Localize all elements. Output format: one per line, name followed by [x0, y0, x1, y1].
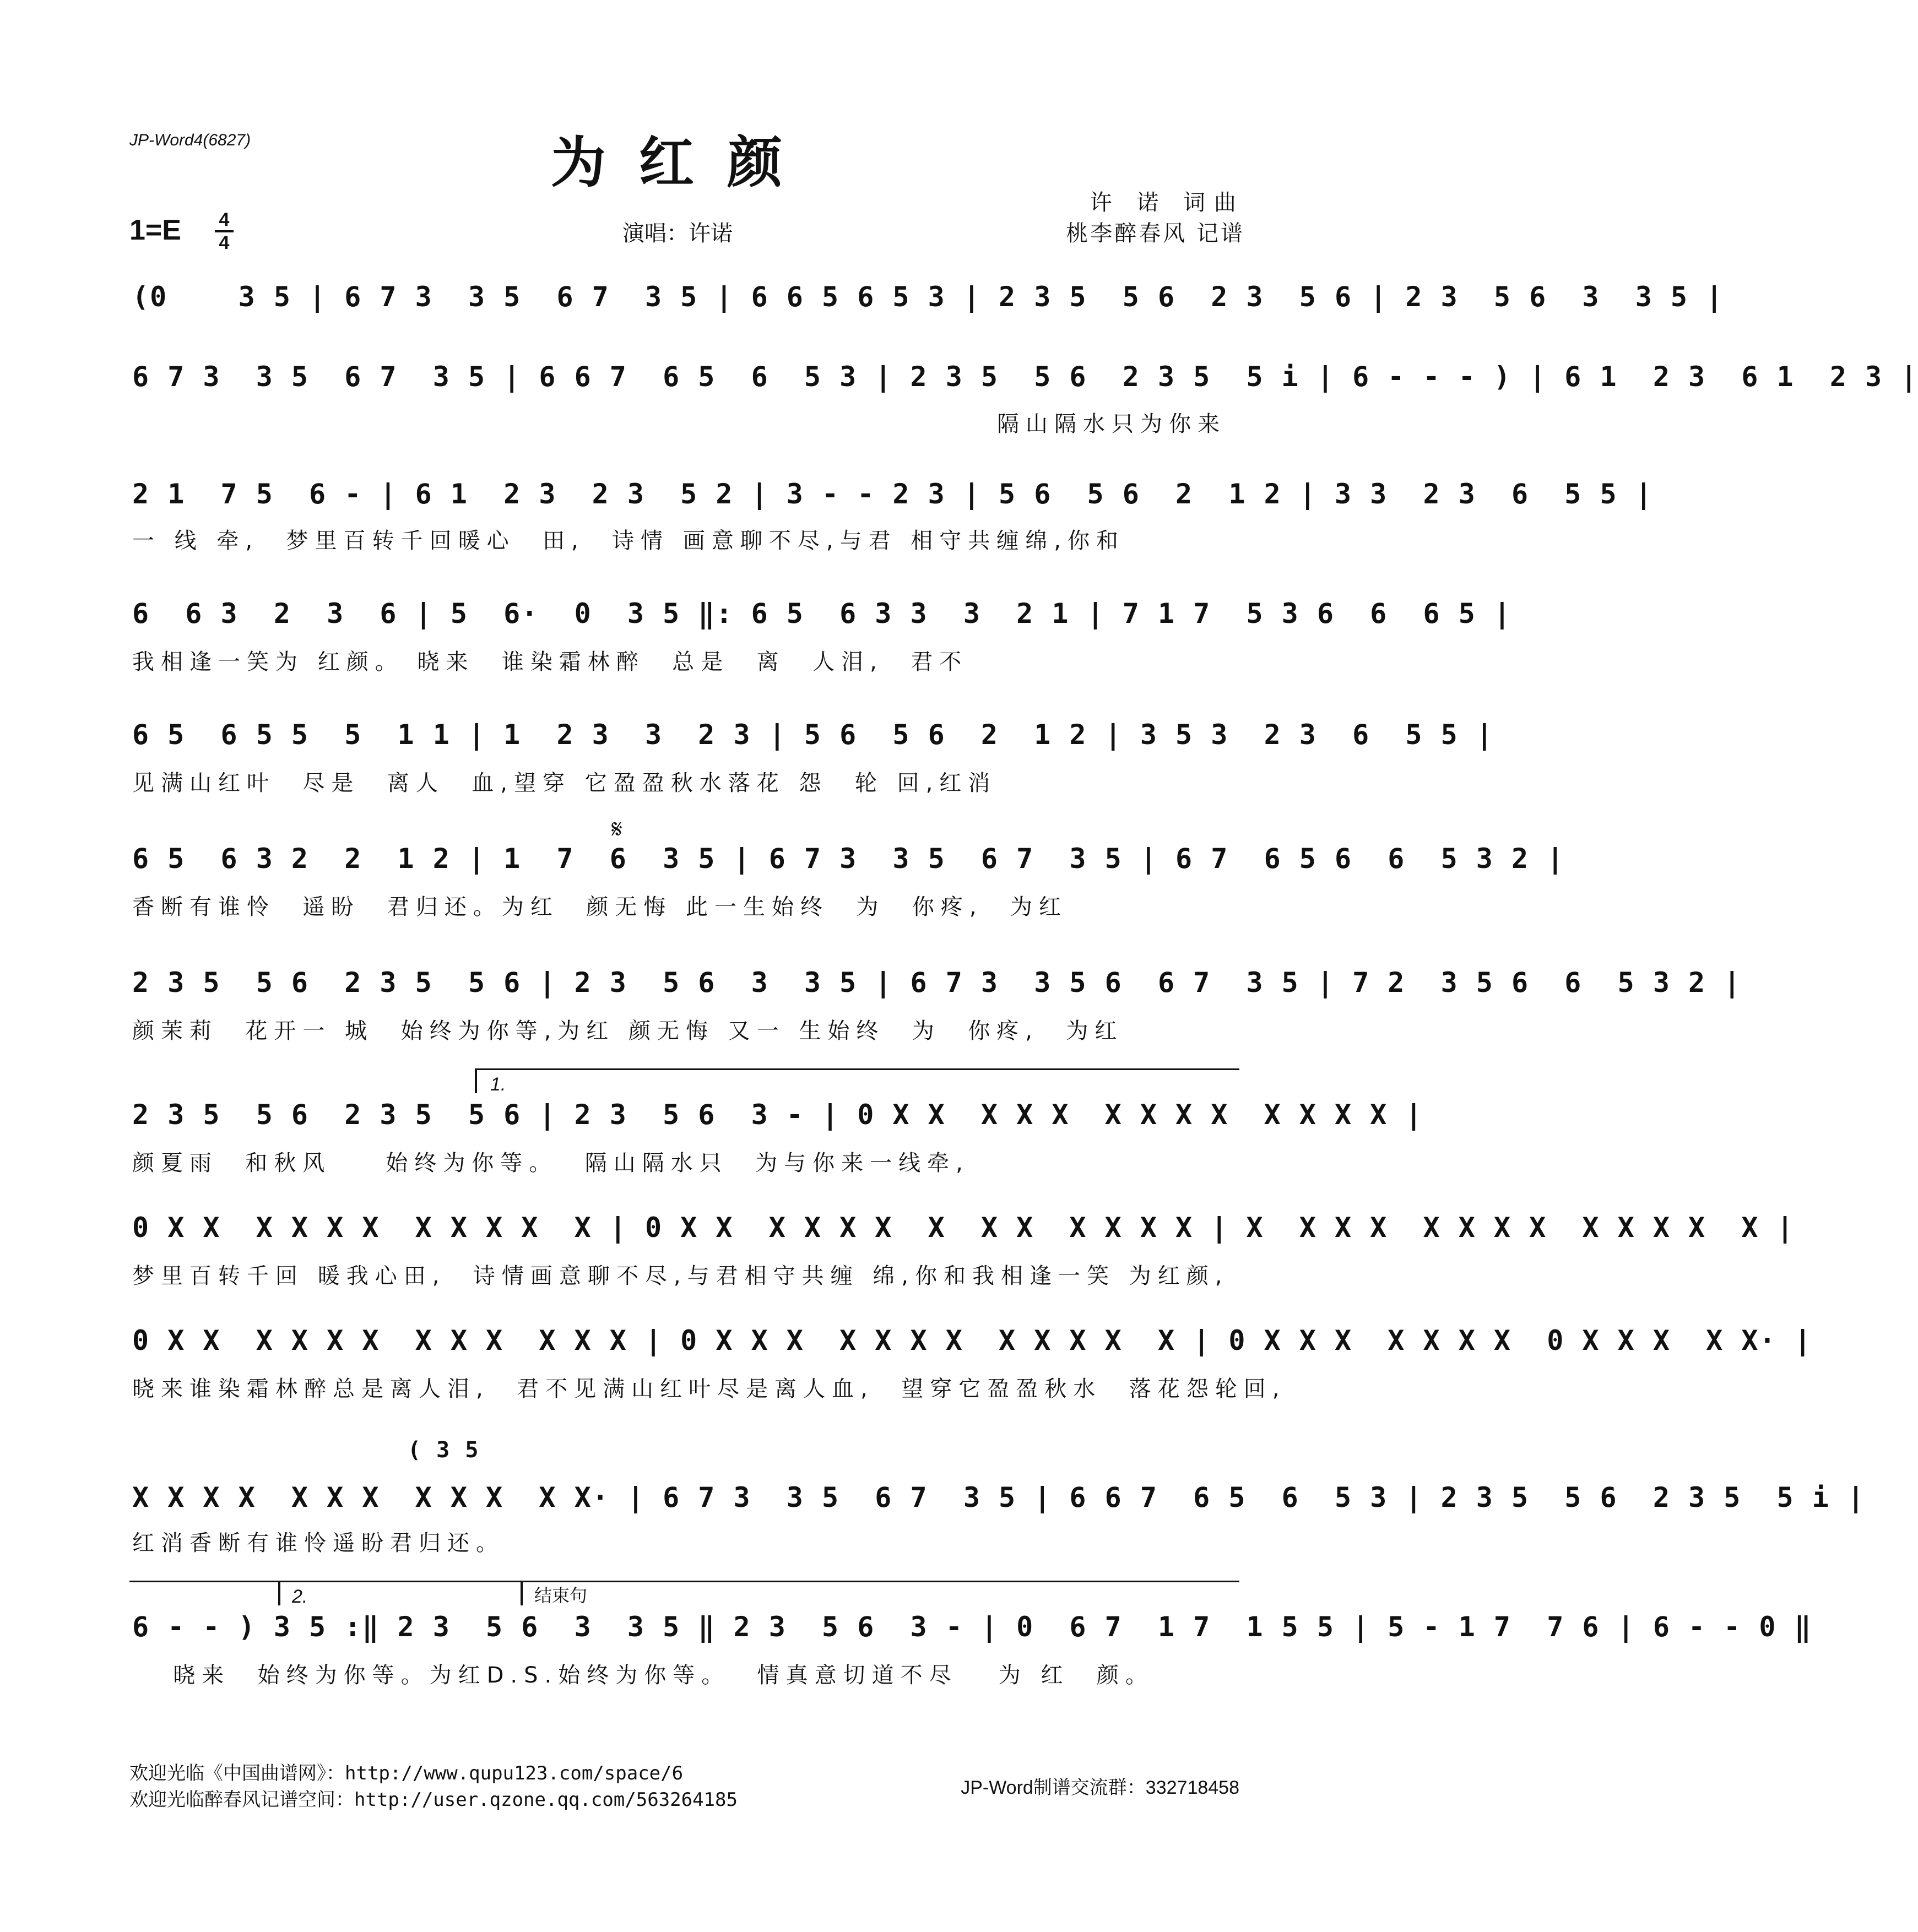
composer-credit: 许 诺 词曲 — [1090, 190, 1245, 215]
footer-link-qzone[interactable]: 欢迎光临醉春风记谱空间：http://user.qzone.qq.com/563264185 — [129, 1789, 738, 1811]
lyrics-row-5: 见满山红叶 尽是 离人 血,望穿 它盈盈秋水落花 怨 轮 回,红消 — [132, 770, 997, 796]
music-row-11: X X X X X X X X X X X X· | 6 7 3 3 5 6 7 3 5 | 6 6 7 6 5 6 5 3 | 2 3 5 5 6 2 3 5 5 i | — [132, 1481, 1866, 1513]
segno-sign: 𝄋 — [611, 814, 622, 844]
music-row-8: 2 3 5 5 6 2 3 5 5 6 | 2 3 5 6 3 - | 0 X X X X X X X X X X X X X | — [132, 1099, 1423, 1131]
music-row-4: 6 6 3 2 3 6 | 5 6· 0 3 5 ‖: 6 5 6 3 3 3 2 1 | 7 1 7 5 3 6 6 6 5 | — [132, 598, 1511, 629]
software-version: JP-Word4(6827) — [129, 131, 251, 149]
lyrics-row-11: 红消香断有谁怜遥盼君归还。 — [132, 1531, 505, 1556]
coda-label: 结束句 — [534, 1585, 588, 1606]
time-signature — [215, 210, 234, 252]
volta-2-label: 2. — [292, 1586, 308, 1607]
footer-group: JP-Word制谱交流群：332718458 — [961, 1777, 1239, 1798]
music-row-6: 6 5 6 3 2 2 1 2 | 1 7 6 3 5 | 6 7 3 3 5 6 7 3 5 | 6 7 6 5 6 6 5 3 2 | — [132, 843, 1565, 875]
music-row-9: 0 X X X X X X X X X X X | 0 X X X X X X X X X X X X X | X X X X X X X X X X X X X | — [132, 1212, 1795, 1244]
meter-bottom: 4 — [219, 232, 230, 253]
lyrics-row-4: 我相逢一笑为 红颜。 晓来 谁染霜林醉 总是 离 人泪, 君不 — [132, 649, 968, 675]
lyrics-row-7: 颜茉莉 花开一 城 始终为你等,为红 颜无悔 又一 生始终 为 你疼, 为红 — [132, 1018, 1124, 1044]
music-row-1: (0 3 5 | 6 7 3 3 5 6 7 3 5 | 6 6 5 6 5 3 | 2 3 5 5 6 2 3 5 6 | 2 3 5 6 3 3 5 | — [132, 281, 1724, 313]
meter-top: 4 — [219, 209, 230, 230]
music-row-10: 0 X X X X X X X X X X X X | 0 X X X X X X X X X X X X | 0 X X X X X X X 0 X X X X X· | — [132, 1325, 1812, 1356]
singer-credit: 演唱：许诺 — [622, 221, 733, 246]
music-row-3: 2 1 7 5 6 - | 6 1 2 3 2 3 5 2 | 3 - - 2 3 | 5 6 5 6 2 1 2 | 3 3 2 3 6 5 5 | — [132, 478, 1653, 510]
pickup-notes: ( 3 5 — [408, 1437, 480, 1463]
song-title: 为红颜 — [551, 130, 815, 195]
lyrics-row-9: 梦里百转千回 暖我心田, 诗情画意聊不尽,与君相守共缠 绵,你和我相逢一笑 为红颜, — [132, 1263, 1229, 1289]
volta-1-label: 1. — [490, 1074, 506, 1095]
lyrics-row-3: 一 线 牵, 梦里百转千回暖心 田, 诗情 画意聊不尽,与君 相守共缠绵,你和 — [132, 528, 1125, 553]
lyrics-row-10: 晓来谁染霜林醉总是离人泪, 君不见满山红叶尽是离人血, 望穿它盈盈秋水 落花怨轮回, — [132, 1376, 1286, 1402]
music-row-2: 6 7 3 3 5 6 7 3 5 | 6 6 7 6 5 6 5 3 | 2 3 5 5 6 2 3 5 5 i | 6 - - - ) | 6 1 2 3 6 1 2 3 | — [132, 361, 1918, 393]
music-row-12: 6 - - ) 3 5 :‖ 2 3 5 6 3 3 5 ‖ 2 3 5 6 3 - | 0 6 7 1 7 1 5 5 | 5 - 1 7 7 6 | 6 - - 0 ‖ — [132, 1611, 1812, 1643]
lyrics-row-12: 晓来 始终为你等。为红D.S.始终为你等。 情真意切道不尽 为 红 颜。 — [132, 1663, 1154, 1688]
lyrics-row-8: 颜夏雨 和秋风 始终为你等。 隔山隔水只 为与你来一线牵, — [132, 1150, 969, 1176]
footer-link-qupu[interactable]: 欢迎光临《中国曲谱网》：http://www.qupu123.com/space/6 — [129, 1762, 684, 1784]
lyrics-row-6: 香断有谁怜 遥盼 君归还。为红 颜无悔 此一生始终 为 你疼, 为红 — [132, 894, 1068, 920]
transcriber-credit: 桃李醉春风 记谱 — [1066, 221, 1245, 246]
key-signature: 1=E — [129, 214, 181, 246]
music-row-5: 6 5 6 5 5 5 1 1 | 1 2 3 3 2 3 | 5 6 5 6 2 1 2 | 3 5 3 2 3 6 5 5 | — [132, 719, 1494, 751]
music-row-7: 2 3 5 5 6 2 3 5 5 6 | 2 3 5 6 3 3 5 | 6 7 3 3 5 6 6 7 3 5 | 7 2 3 5 6 6 5 3 2 | — [132, 967, 1742, 998]
lyrics-row-2: 隔山隔水只为你来 — [997, 411, 1226, 437]
